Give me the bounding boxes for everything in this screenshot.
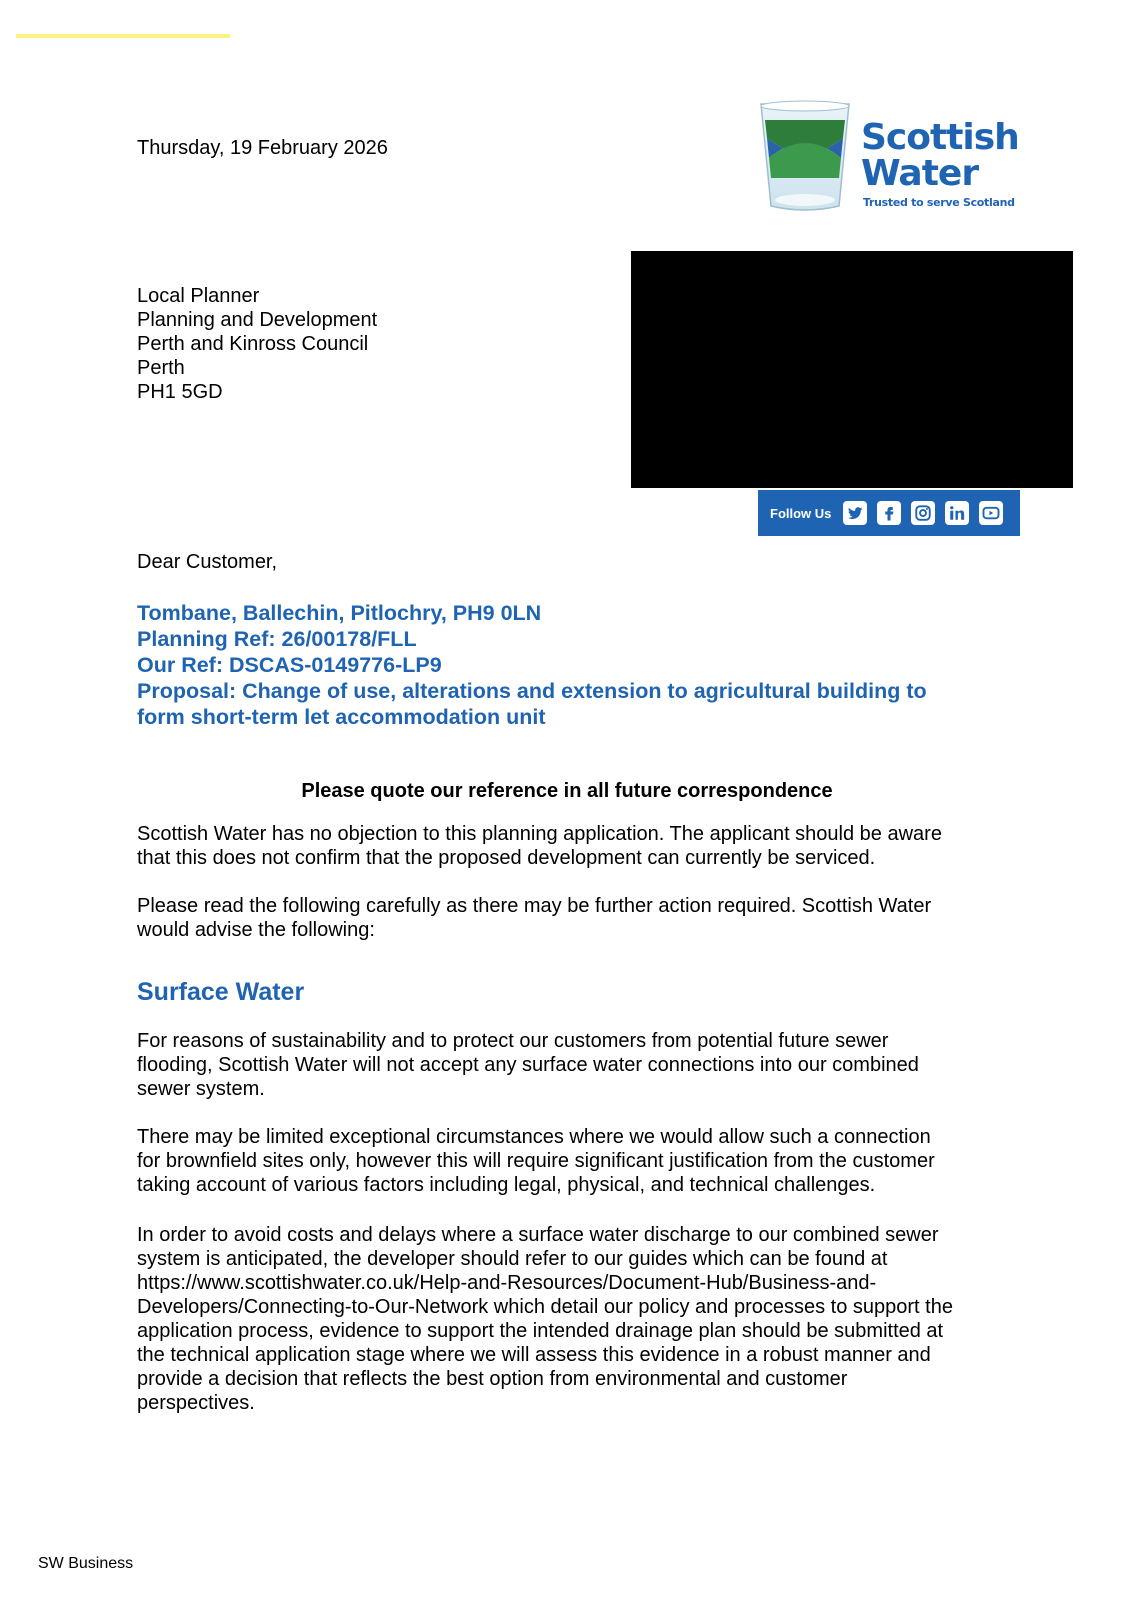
paragraph-line: perspectives. <box>137 1392 255 1414</box>
paragraph-line: that this does not confirm that the proposed development can currently be serviced. <box>137 847 876 869</box>
instagram-icon[interactable] <box>911 501 935 525</box>
water-glass-icon <box>755 98 855 216</box>
address-line: Planning and Development <box>137 309 378 331</box>
paragraph-line: sewer system. <box>137 1078 265 1100</box>
top-rule <box>16 34 230 38</box>
twitter-icon[interactable] <box>843 501 867 525</box>
redacted-block <box>631 251 1073 488</box>
subject-block <box>137 600 997 730</box>
subject-line: form short-term let accommodation unit <box>137 705 546 729</box>
paragraph-line: There may be limited exceptional circumstances where we would allow such a connection <box>137 1126 931 1148</box>
footer-label: SW Business <box>38 1555 134 1572</box>
paragraph-advice <box>137 894 1007 942</box>
paragraph-line: system is anticipated, the developer should refer to our guides which can be found at <box>137 1248 888 1270</box>
follow-us-bar <box>758 490 1020 536</box>
paragraph-no-objection <box>137 822 1007 870</box>
address-line: PH1 5GD <box>137 381 223 403</box>
scottish-water-logo <box>755 98 1017 216</box>
logo-name-line2: Water <box>861 153 979 194</box>
paragraph-line: flooding, Scottish Water will not accept any surface water connections into our combined <box>137 1054 919 1076</box>
facebook-icon[interactable] <box>877 501 901 525</box>
paragraph-line: For reasons of sustainability and to protect our customers from potential future sewer <box>137 1030 889 1052</box>
paragraph-line: taking account of various factors including legal, physical, and technical challenges. <box>137 1174 876 1196</box>
subject-line: Tombane, Ballechin, Pitlochry, PH9 0LN <box>137 601 542 625</box>
section-heading-surface-water: Surface Water <box>137 978 305 1006</box>
logo-name-line1: Scottish <box>861 117 1019 158</box>
address-line: Perth and Kinross Council <box>137 333 369 355</box>
paragraph-exceptional <box>137 1125 1007 1197</box>
paragraph-sustainability <box>137 1029 1007 1101</box>
paragraph-line: Please read the following carefully as there may be further action required. Scottish Water <box>137 895 932 917</box>
subject-line: Planning Ref: 26/00178/FLL <box>137 627 417 651</box>
paragraph-line: In order to avoid costs and delays where a surface water discharge to our combined sewer <box>137 1224 939 1246</box>
quote-reference-note: Please quote our reference in all future correspondence <box>301 780 833 802</box>
paragraph-line: would advise the following: <box>137 919 375 941</box>
subject-line: Our Ref: DSCAS-0149776-LP9 <box>137 653 442 677</box>
address-line: Local Planner <box>137 285 260 307</box>
letter-date: Thursday, 19 February 2026 <box>137 137 388 159</box>
paragraph-line: application process, evidence to support the intended drainage plan should be submitted at <box>137 1320 944 1342</box>
paragraph-line: Developers/Connecting-to-Our-Network which detail our policy and processes to support the <box>137 1296 953 1318</box>
paragraph-line: provide a decision that reflects the best option from environmental and customer <box>137 1368 848 1390</box>
youtube-icon[interactable] <box>979 501 1003 525</box>
follow-us-label: Follow Us <box>770 505 832 521</box>
address-line: Perth <box>137 357 185 379</box>
recipient-address <box>137 284 377 404</box>
paragraph-line: the technical application stage where we will assess this evidence in a robust manner and <box>137 1344 931 1366</box>
paragraph-line: for brownfield sites only, however this will require significant justification from the customer <box>137 1150 935 1172</box>
subject-line: Proposal: Change of use, alterations and extension to agricultural building to <box>137 679 927 703</box>
paragraph-line: Scottish Water has no objection to this planning application. The applicant should be aware <box>137 823 942 845</box>
paragraph-line: https://www.scottishwater.co.uk/Help-and-Resources/Document-Hub/Business-and- <box>137 1272 877 1294</box>
linkedin-icon[interactable] <box>945 501 969 525</box>
paragraph-guidance <box>137 1223 1007 1415</box>
logo-tagline: Trusted to serve Scotland <box>863 196 1015 209</box>
greeting: Dear Customer, <box>137 551 278 573</box>
